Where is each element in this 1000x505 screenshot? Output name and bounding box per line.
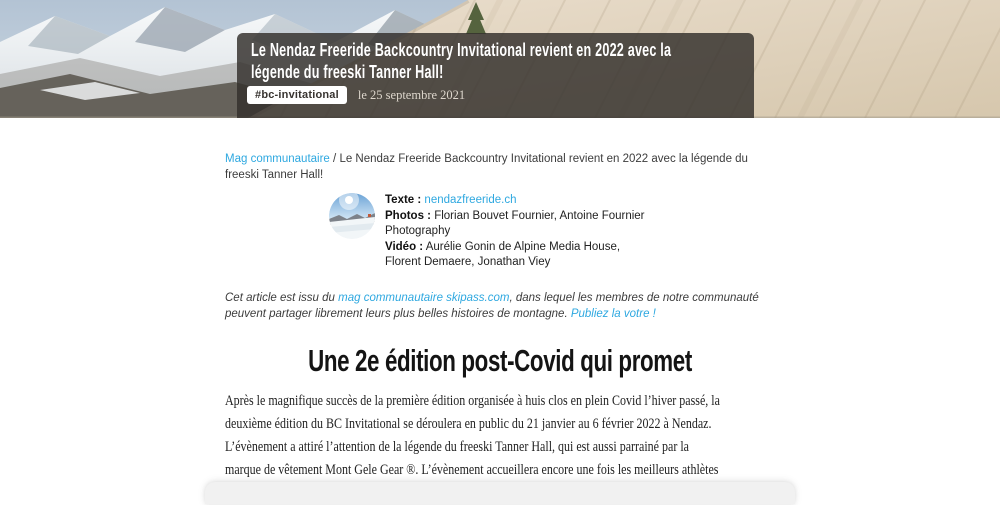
breadcrumb-link-mag[interactable]: Mag communautaire <box>225 153 330 165</box>
credit-row-photos <box>385 209 650 240</box>
community-note <box>225 290 775 322</box>
section-heading: Une 2e édition post-Covid qui promet <box>308 342 692 378</box>
article-title-line: légende du freeski Tanner Hall! <box>251 62 444 82</box>
author-avatar <box>329 193 375 239</box>
tag-badge[interactable]: #bc-invitational <box>247 86 347 104</box>
paragraph-line: L’évènement a attiré l’attention de la légende du freeski Tanner Hall, qui est aussi parrainé par la <box>225 438 689 455</box>
paragraph-line: Après le magnifique succès de la première édition organisée à huis clos en plein Covid l’hiver passé, la <box>225 392 720 409</box>
note-text: Cet article est issu du <box>225 291 339 304</box>
breadcrumb <box>225 151 775 183</box>
note-link-publish[interactable]: Publiez la votre ! <box>570 307 656 320</box>
credit-label-video: Vidéo : <box>385 240 424 253</box>
article-date: le 25 septembre 2021 <box>357 87 466 102</box>
credit-row-texte <box>385 193 650 209</box>
breadcrumb-current: Le Nendaz Freeride Backcountry Invitational revient en 2022 avec la légende du freeski Tanner Hall! <box>225 153 748 181</box>
paragraph-line: marque de vêtement Mont Gele Gear ®. L’évènement accueillera encore une fois les meilleurs athlètes <box>225 461 719 478</box>
note-text: , dans lequel les membres de notre communauté peuvent partager librement leurs plus belles histoires de montagne. <box>225 291 759 320</box>
credit-label-texte: Texte : <box>385 194 422 206</box>
avatar-mountain-image <box>329 193 375 239</box>
embed-placeholder[interactable] <box>205 482 795 504</box>
hero-title-box <box>237 33 754 118</box>
paragraph-line: deuxième édition du BC Invitational se déroulera en public du 21 janvier au 6 février 2022 à Nendaz. <box>225 415 712 432</box>
breadcrumb-separator: / <box>333 153 337 165</box>
credits-block <box>329 193 775 271</box>
article-title <box>251 39 672 83</box>
credit-value-video: Aurélie Gonin de Alpine Media House, Florent Demaere, Jonathan Viey <box>385 240 621 268</box>
hero-banner <box>0 0 1000 118</box>
credit-row-video <box>385 240 650 271</box>
credits-text <box>385 193 650 271</box>
article-title-line: Le Nendaz Freeride Backcountry Invitational revient en 2022 avec la <box>251 40 672 60</box>
credit-link-nendazfreeride[interactable]: nendazfreeride.ch <box>424 194 517 206</box>
hero-meta-row <box>247 86 465 104</box>
credit-value-photos: Florian Bouvet Fournier, Antoine Fournier Photography <box>385 209 645 237</box>
note-link-mag-skipass[interactable]: mag communautaire skipass.com <box>338 291 510 304</box>
article-content <box>225 151 775 505</box>
credit-label-photos: Photos : <box>385 209 431 222</box>
